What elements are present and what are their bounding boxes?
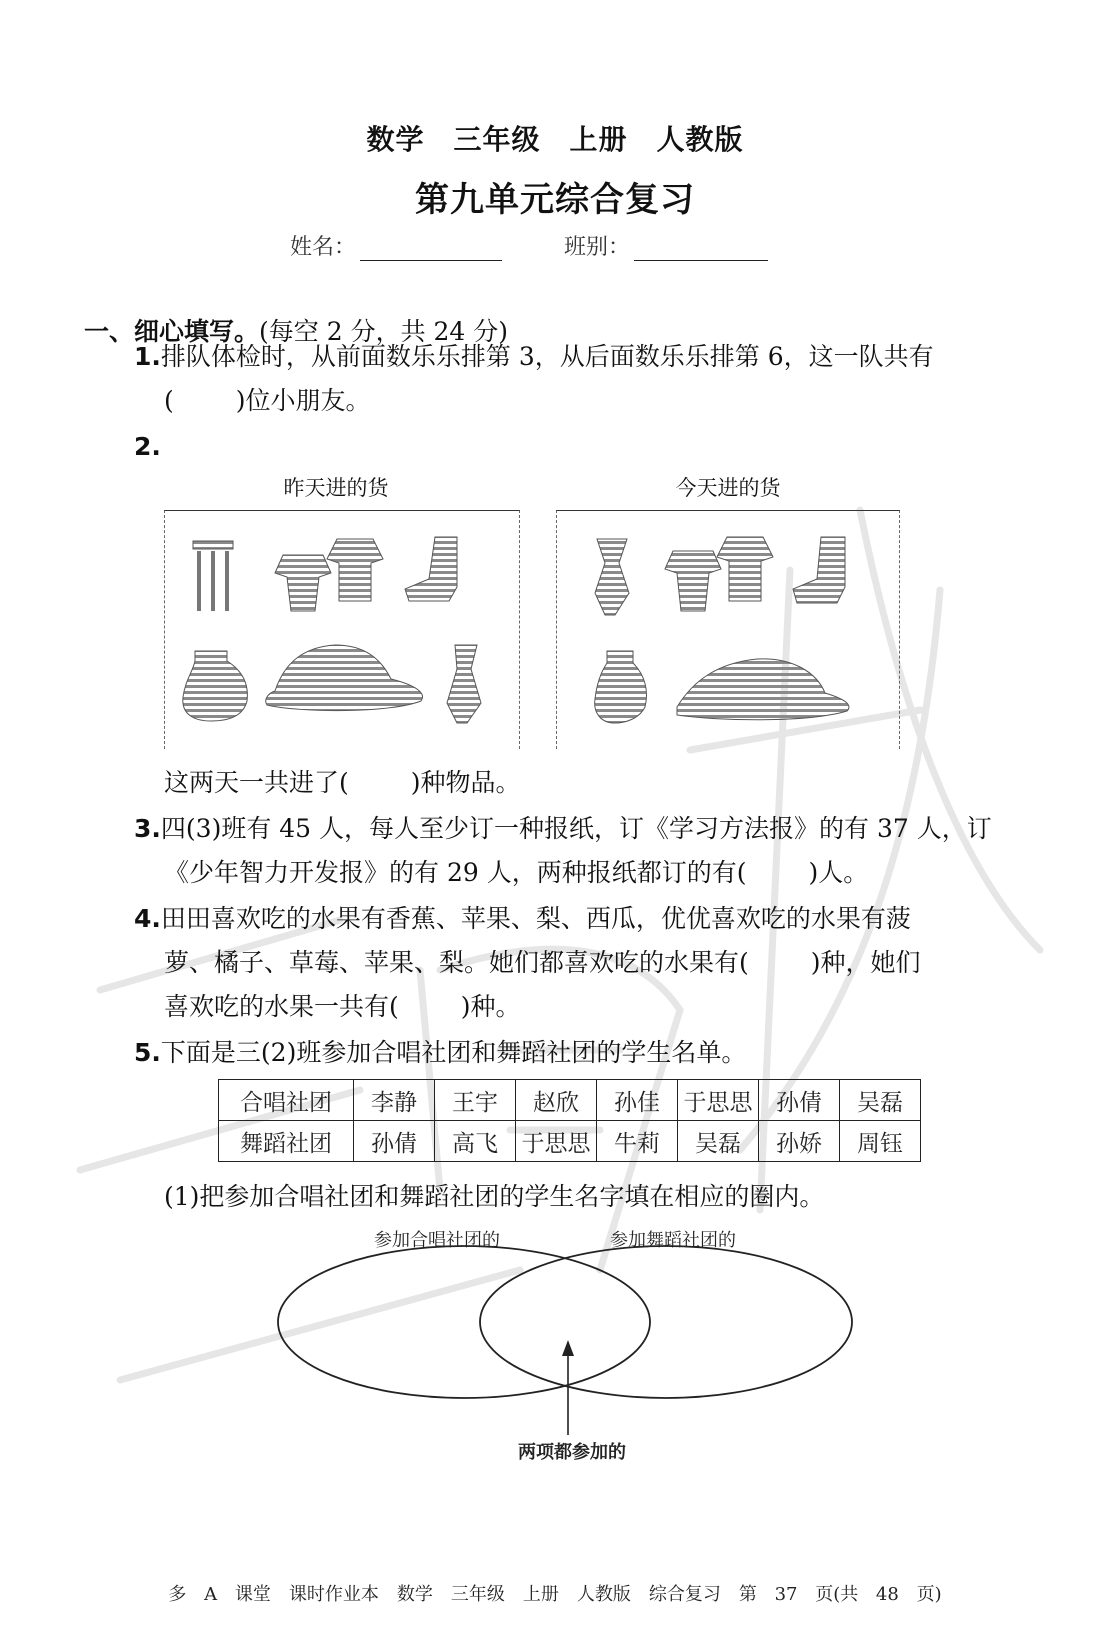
section-title: 一、细心填写。 — [84, 317, 260, 346]
venn-diagram — [270, 1240, 870, 1440]
venn-left-label: 参加合唱社团的 — [374, 1230, 500, 1251]
today-caption: 今天进的货 — [675, 476, 781, 500]
venn-right-circle — [480, 1246, 852, 1398]
question-4-line3 — [164, 984, 521, 1030]
q4-line1: 田田喜欢吃的水果有香蕉、苹果、梨、西瓜，优优喜欢吃的水果有菠 — [160, 904, 911, 933]
q4-text-pre: 萝、橘子、草莓、苹果、梨。她们都喜欢吃的水果有( — [164, 948, 749, 977]
question-2 — [134, 424, 161, 470]
unit-title: 第九单元综合复习 — [415, 180, 695, 220]
yesterday-caption: 昨天进的货 — [283, 476, 389, 500]
question-5 — [134, 1030, 746, 1076]
page-title: 数学 三年级 上册 人教版 — [366, 123, 744, 156]
question-3 — [134, 806, 992, 852]
table-cell: 于思思 — [516, 1121, 597, 1162]
question-1-line2 — [164, 378, 371, 424]
q2-text-pre: 这两天一共进了( — [164, 768, 349, 797]
question-2-answer — [164, 760, 521, 806]
venn-both-label: 两项都参加的 — [518, 1442, 626, 1463]
q4-line3-pre: 喜欢吃的水果一共有( — [164, 992, 399, 1021]
question-1 — [134, 334, 934, 380]
q4-line3-post: )种。 — [460, 992, 521, 1021]
table-cell: 孙倩 — [759, 1080, 840, 1121]
q3-line1: 四(3)班有 45 人，每人至少订一种报纸，订《学习方法报》的有 37 人，订 — [160, 814, 992, 843]
table-cell: 高飞 — [435, 1121, 516, 1162]
today-goods-illustration — [557, 511, 899, 749]
table-cell: 王宇 — [435, 1080, 516, 1121]
name-field — [290, 230, 502, 261]
page-footer: 多 A 课堂 课时作业本 数学 三年级 上册 人教版 综合复习 第 37 页(共 48 页) — [168, 1584, 942, 1605]
table-cell: 赵欣 — [516, 1080, 597, 1121]
table-cell: 于思思 — [678, 1080, 759, 1121]
q3-text-pre: 《少年智力开发报》的有 29 人，两种报纸都订的有( — [164, 858, 747, 887]
q4-text-post: )种，她们 — [810, 948, 921, 977]
question-number: 3. — [134, 814, 161, 843]
table-cell: 吴磊 — [840, 1080, 921, 1121]
yesterday-goods-box — [164, 510, 520, 749]
club-member-table — [218, 1079, 921, 1162]
class-label: 班别： — [564, 235, 631, 260]
question-number: 4. — [134, 904, 161, 933]
table-row — [219, 1080, 921, 1121]
question-4-line2 — [164, 940, 921, 986]
venn-right-label: 参加舞蹈社团的 — [610, 1230, 736, 1251]
table-cell: 孙倩 — [354, 1121, 435, 1162]
table-cell: 李静 — [354, 1080, 435, 1121]
yesterday-goods-illustration — [165, 511, 519, 749]
q5-intro: 下面是三(2)班参加合唱社团和舞蹈社团的学生名单。 — [160, 1038, 747, 1067]
q1-paren-open: ( — [164, 386, 174, 415]
table-cell: 孙佳 — [597, 1080, 678, 1121]
name-label: 姓名： — [290, 235, 357, 260]
q3-text-post: )人。 — [808, 858, 869, 887]
question-3-line2 — [164, 850, 868, 896]
name-blank[interactable] — [360, 240, 502, 261]
q1-line1: 排队体检时，从前面数乐乐排第 3，从后面数乐乐排第 6，这一队共有 — [160, 342, 934, 371]
class-field — [564, 230, 768, 261]
today-goods-box — [556, 510, 900, 749]
q1-line2-text: )位小朋友。 — [235, 386, 371, 415]
table-cell: 吴磊 — [678, 1121, 759, 1162]
question-4 — [134, 896, 911, 942]
table-cell: 牛莉 — [597, 1121, 678, 1162]
venn-left-circle — [278, 1246, 650, 1398]
table-cell: 周钰 — [840, 1121, 921, 1162]
q5-sub1: (1)把参加合唱社团和舞蹈社团的学生名字填在相应的圈内。 — [164, 1182, 825, 1211]
question-number: 1. — [134, 342, 161, 371]
section-score: (每空 2 分，共 24 分) — [259, 317, 509, 346]
table-row — [219, 1121, 921, 1162]
class-blank[interactable] — [634, 240, 768, 261]
venn-arrow-head — [562, 1340, 574, 1356]
question-number: 2. — [134, 432, 161, 461]
table-cell: 孙娇 — [759, 1121, 840, 1162]
question-number: 5. — [134, 1038, 161, 1067]
table-cell: 舞蹈社团 — [219, 1121, 354, 1162]
q2-text-post: )种物品。 — [410, 768, 521, 797]
table-cell: 合唱社团 — [219, 1080, 354, 1121]
